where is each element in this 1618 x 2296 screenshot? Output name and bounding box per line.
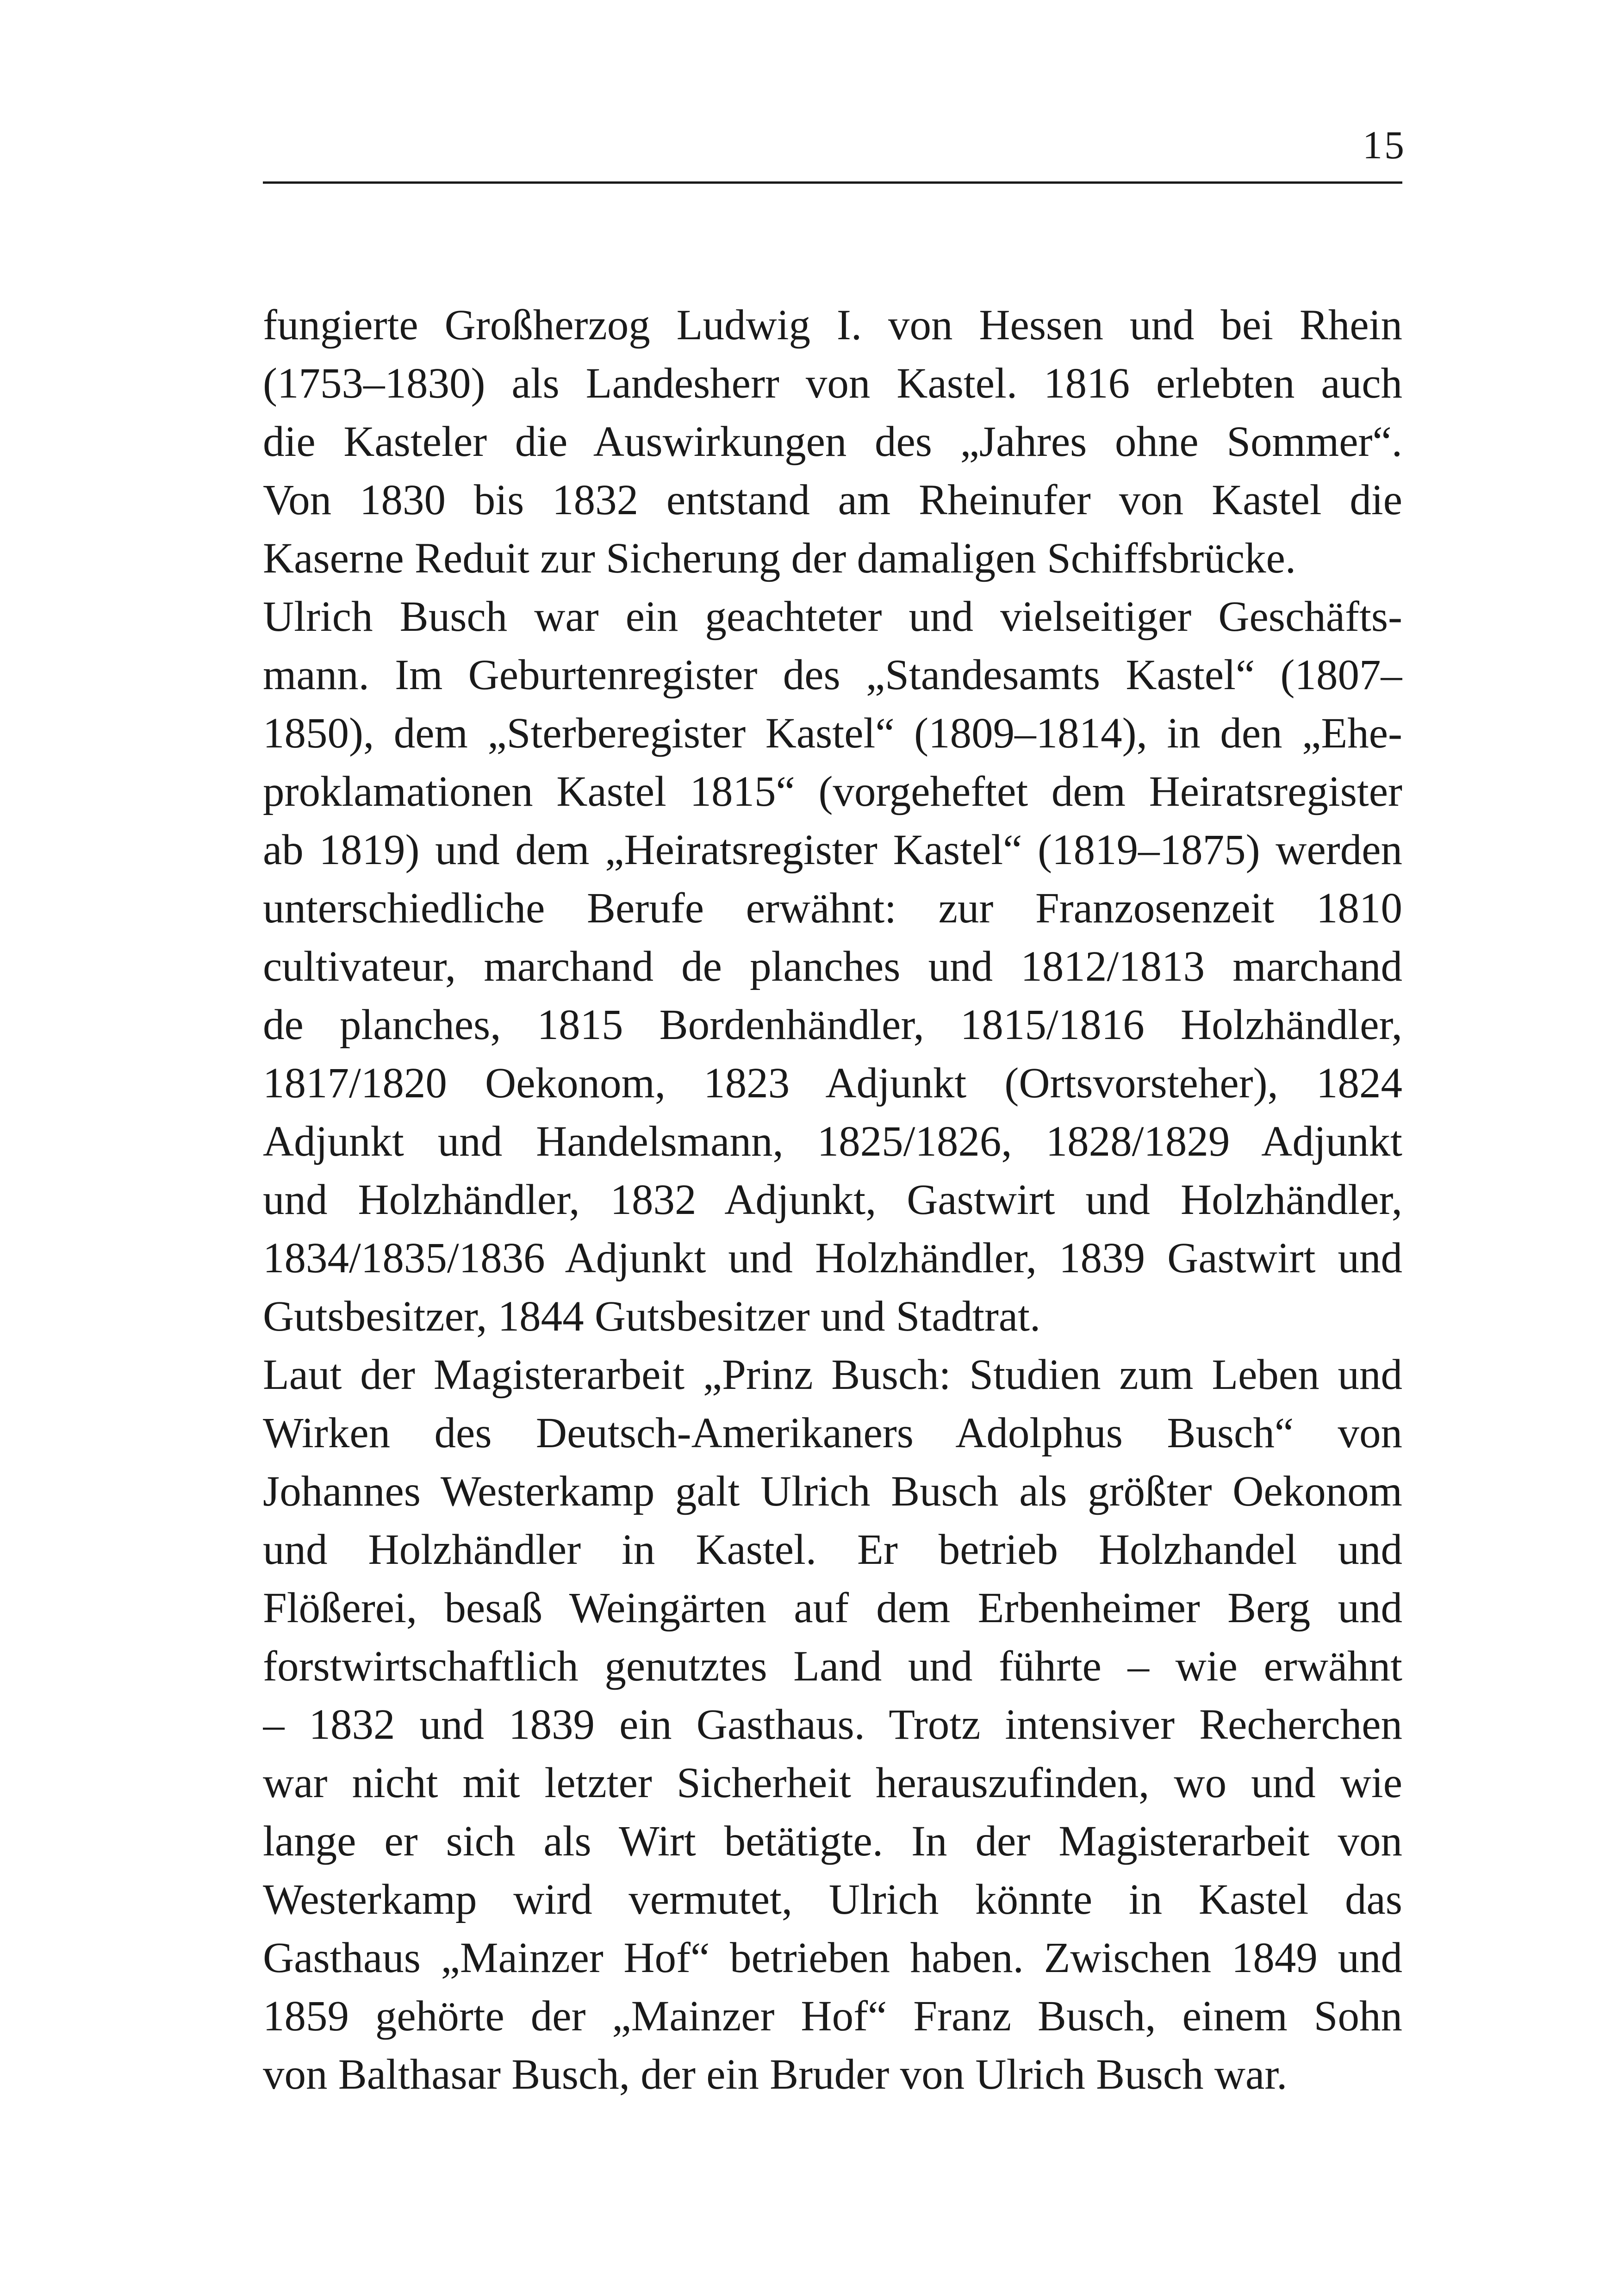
text-line: Johannes Westerkamp galt Ulrich Busch als größter Oekonom xyxy=(263,1468,1402,1515)
text-line: 1817/1820 Oekonom, 1823 Adjunkt (Ortsvorsteher), 1824 xyxy=(263,1059,1402,1107)
text-line: Wirken des Deutsch-Amerikaners Adolphus Busch“ von xyxy=(263,1409,1402,1457)
text-line: die Kasteler die Auswirkungen des „Jahres ohne Sommer“. xyxy=(263,418,1402,466)
text-line: lange er sich als Wirt betätigte. In der Magisterarbeit von xyxy=(263,1817,1402,1865)
text-line: Westerkamp wird vermutet, Ulrich könnte in Kastel das xyxy=(263,1876,1402,1923)
text-line: Ulrich Busch war ein geachteter und vielseitiger Geschäfts- xyxy=(263,593,1402,641)
text-line: war nicht mit letzter Sicherheit herauszufinden, wo und wie xyxy=(263,1759,1402,1807)
text-line: forstwirtschaftlich genutztes Land und führte – wie erwähnt xyxy=(263,1643,1402,1690)
text-line: Kaserne Reduit zur Sicherung der damaligen Schiffsbrücke. xyxy=(263,535,1296,582)
text-line: mann. Im Geburtenregister des „Standesamts Kastel“ (1807– xyxy=(263,651,1402,699)
text-line: cultivateur, marchand de planches und 1812/1813 marchand xyxy=(263,943,1402,990)
text-line: Gutsbesitzer, 1844 Gutsbesitzer und Stadtrat. xyxy=(263,1293,1041,1340)
text-line: unterschiedliche Berufe erwähnt: zur Franzosenzeit 1810 xyxy=(263,884,1402,932)
text-line: und Holzhändler, 1832 Adjunkt, Gastwirt und Holzhändler, xyxy=(263,1176,1402,1224)
text-line: Laut der Magisterarbeit „Prinz Busch: Studien zum Leben und xyxy=(263,1351,1402,1399)
text-line: 1834/1835/1836 Adjunkt und Holzhändler, 1839 Gastwirt und xyxy=(263,1234,1402,1282)
text-line: von Balthasar Busch, der ein Bruder von Ulrich Busch war. xyxy=(263,2051,1288,2098)
text-line: Adjunkt und Handelsmann, 1825/1826, 1828/1829 Adjunkt xyxy=(263,1118,1402,1165)
text-line: und Holzhändler in Kastel. Er betrieb Holzhandel und xyxy=(263,1526,1402,1574)
text-line: 1859 gehörte der „Mainzer Hof“ Franz Busch, einem Sohn xyxy=(263,1992,1402,2040)
body-text xyxy=(263,296,1402,2104)
text-line: Flößerei, besaß Weingärten auf dem Erbenheimer Berg und xyxy=(263,1584,1402,1632)
page-number: 15 xyxy=(1363,123,1406,167)
text-line: de planches, 1815 Bordenhändler, 1815/1816 Holzhändler, xyxy=(263,1001,1402,1049)
text-line: – 1832 und 1839 ein Gasthaus. Trotz intensiver Recherchen xyxy=(263,1701,1402,1748)
paragraph-3 xyxy=(263,1346,1402,2104)
header-rule xyxy=(263,181,1402,184)
text-line: Von 1830 bis 1832 entstand am Rheinufer von Kastel die xyxy=(263,476,1402,524)
text-line: (1753–1830) als Landesherr von Kastel. 1816 erlebten auch xyxy=(263,360,1402,407)
text-line: fungierte Großherzog Ludwig I. von Hessen und bei Rhein xyxy=(263,301,1402,349)
text-line: Gasthaus „Mainzer Hof“ betrieben haben. Zwischen 1849 und xyxy=(263,1934,1402,1982)
paragraph-2 xyxy=(263,588,1402,1346)
text-line: 1850), dem „Sterberegister Kastel“ (1809–1814), in den „Ehe- xyxy=(263,709,1402,757)
paragraph-1 xyxy=(263,296,1402,588)
text-line: ab 1819) und dem „Heiratsregister Kastel“ (1819–1875) werden xyxy=(263,826,1402,874)
text-line: proklamationen Kastel 1815“ (vorgeheftet dem Heiratsregister xyxy=(263,768,1402,815)
